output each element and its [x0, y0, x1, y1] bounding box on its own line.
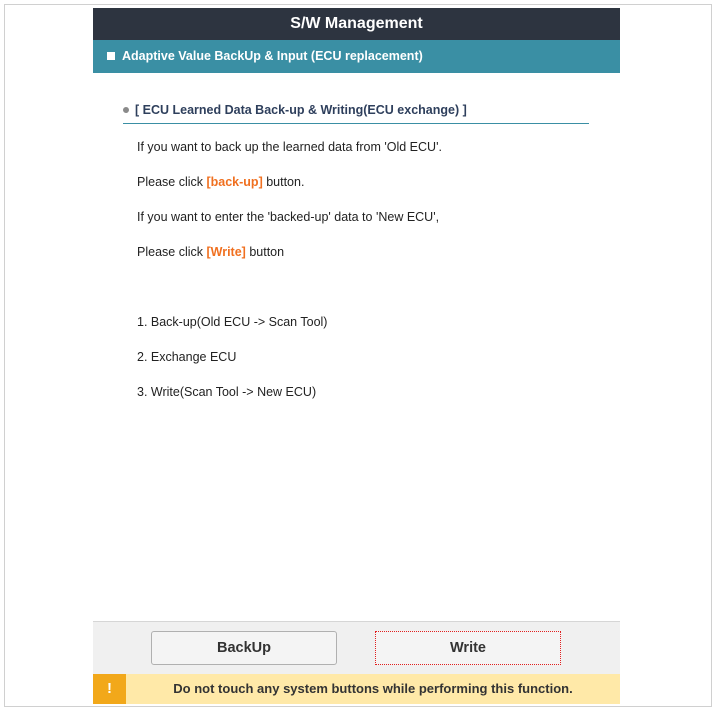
square-bullet-icon: [107, 52, 115, 60]
instruction-line-3: If you want to enter the 'backed-up' data to 'New ECU',: [137, 210, 440, 224]
backup-button[interactable]: BackUp: [151, 631, 337, 665]
step-item: 2. Exchange ECU: [137, 350, 237, 364]
warning-text: Do not touch any system buttons while performing this function.: [173, 681, 573, 696]
instruction-line-1: If you want to back up the learned data from 'Old ECU'.: [137, 140, 442, 154]
instruction-line-2: [137, 174, 304, 190]
instruction-text: button.: [262, 175, 305, 189]
button-bar: [93, 621, 620, 674]
instruction-text: button: [245, 245, 285, 259]
instruction-text: Please click: [137, 245, 207, 259]
page-title: S/W Management: [93, 8, 620, 40]
step-item: 3. Write(Scan Tool -> New ECU): [137, 385, 317, 399]
warning-banner: [93, 674, 620, 704]
step-item: 1. Back-up(Old ECU -> Scan Tool): [137, 315, 328, 329]
write-button[interactable]: Write: [375, 631, 561, 665]
backup-keyword: [back-up]: [206, 175, 263, 189]
sw-management-panel: [93, 8, 620, 704]
instruction-text: Please click: [137, 175, 207, 189]
function-title-bar: [93, 40, 620, 73]
instruction-line-4: [137, 244, 284, 260]
section-heading-text: [ ECU Learned Data Back-up & Writing(ECU exchange) ]: [135, 103, 467, 117]
bullet-dot-icon: [123, 107, 129, 113]
section-heading: [123, 100, 589, 124]
function-title: Adaptive Value BackUp & Input (ECU replacement): [122, 49, 423, 63]
warning-icon: !: [93, 674, 126, 704]
write-keyword: [Write]: [206, 245, 246, 259]
